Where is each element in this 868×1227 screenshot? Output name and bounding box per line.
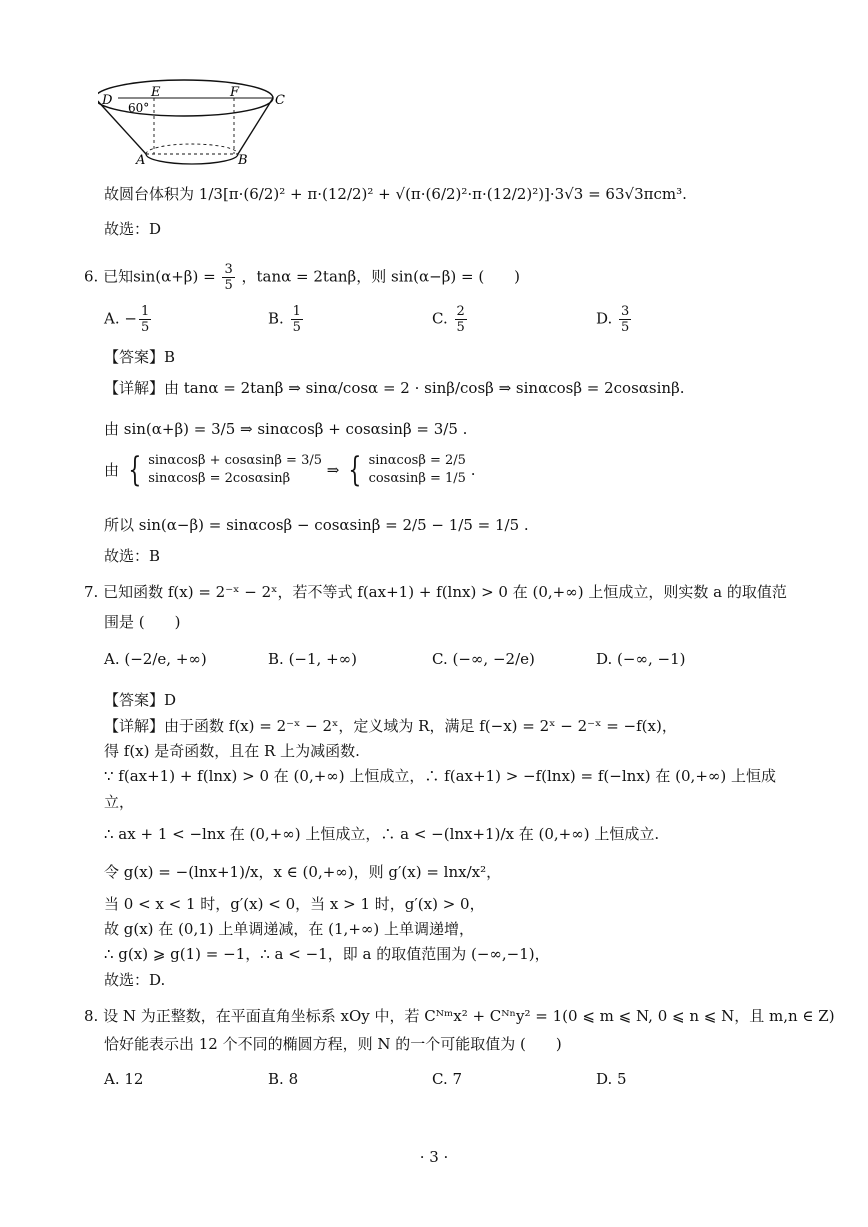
q7-detail-line: 【详解】由于函数 f(x) = 2⁻ˣ − 2ˣ，定义域为 R，满足 f(−x) = 2ˣ − 2⁻ˣ = −f(x)， [104, 717, 677, 735]
q6-detail-3: 由 { sinαcosβ + cosαsinβ = 3/5 sinαcosβ = 2cosαsinβ ⇒ { sinαcosβ = 2/5 cosαsinβ = 1/5 . [104, 450, 476, 490]
label-D: D [102, 93, 113, 108]
q8-option-b: B. 8 [268, 1070, 299, 1088]
q7-detail-line: 立， [104, 793, 135, 811]
q6-detail-2: 由 sin(α+β) = 3/5 ⇒ sinαcosβ + cosαsinβ = 3/5 . [104, 420, 468, 438]
q7-stem-1: 7. 已知函数 f(x) = 2⁻ˣ − 2ˣ，若不等式 f(ax+1) + f(lnx) > 0 在 (0,+∞) 上恒成立，则实数 a 的取值范 [84, 583, 787, 601]
q6-option-c: C. $\frac{2}{5}$ [432, 304, 465, 335]
q6-stem-fraction: $\frac{3}{5}$ [224, 262, 233, 293]
q8-option-a: A. 12 [104, 1070, 144, 1088]
q7-detail-line: 故 g(x) 在 (0,1) 上单调递减，在 (1,+∞) 上单调递增， [104, 920, 475, 938]
q8-option-c: C. 7 [432, 1070, 463, 1088]
label-A: A [136, 153, 146, 168]
q5-choose: 故选：D [104, 220, 162, 238]
q8-stem-1: 8. 设 N 为正整数，在平面直角坐标系 xOy 中，若 Cᴺᵐx² + Cᴺⁿy² = 1(0 ⩽ m ⩽ N, 0 ⩽ n ⩽ N，且 m,n ∈ Z) [84, 1007, 835, 1025]
q6-detail-4: 所以 sin(α−β) = sinαcosβ − cosαsinβ = 2/5 − 1/5 = 1/5 . [104, 516, 529, 534]
q6-option-d: D. $\frac{3}{5}$ [596, 304, 630, 335]
q6-answer: 【答案】B [104, 348, 176, 366]
q7-detail-line: 当 0 < x < 1 时，g′(x) < 0，当 x > 1 时，g′(x) > 0， [104, 895, 485, 913]
q6-choose: 故选：B [104, 547, 161, 565]
frustum-figure [98, 78, 298, 170]
q7-detail-line: 令 g(x) = −(lnx+1)/x，x ∈ (0,+∞)，则 g′(x) = lnx/x²， [104, 863, 502, 881]
q7-option-c: C. (−∞, −2/e) [432, 650, 535, 668]
label-F: F [230, 85, 240, 100]
volume-line: 故圆台体积为 1/3[π·(6/2)² + π·(12/2)² + √(π·(6/2)²·π·(12/2)²)]·3√3 = 63√3πcm³. [104, 185, 687, 203]
q7-answer: 【答案】D [104, 691, 177, 709]
angle-label: 60° [128, 101, 150, 115]
q7-option-a: A. (−2/e, +∞) [104, 650, 207, 668]
q7-option-d: D. (−∞, −1) [596, 650, 686, 668]
q7-detail-line: ∴ g(x) ⩾ g(1) = −1，∴ a < −1，即 a 的取值范围为 (−∞,−1)， [104, 945, 550, 963]
q6-option-b: B. $\frac{1}{5}$ [268, 304, 301, 335]
q7-detail-line: ∵ f(ax+1) + f(lnx) > 0 在 (0,+∞) 上恒成立，∴ f(ax+1) > −f(lnx) = f(−lnx) 在 (0,+∞) 上恒成 [104, 767, 777, 785]
q7-stem-2: 围是 ( ) [104, 613, 181, 631]
q8-stem-2: 恰好能表示出 12 个不同的椭圆方程，则 N 的一个可能取值为 ( ) [104, 1035, 562, 1053]
q8-option-d: D. 5 [596, 1070, 627, 1088]
label-B: B [238, 153, 248, 168]
page-number: · 3 · [419, 1148, 449, 1166]
q7-detail-line: 得 f(x) 是奇函数，且在 R 上为减函数. [104, 742, 360, 760]
q6-detail-1: 【详解】由 tanα = 2tanβ ⇒ sinα/cosα = 2 · sinβ/cosβ ⇒ sinαcosβ = 2cosαsinβ. [104, 379, 685, 397]
label-C: C [275, 93, 285, 108]
q7-detail-line: ∴ ax + 1 < −lnx 在 (0,+∞) 上恒成立，∴ a < −(lnx+1)/x 在 (0,+∞) 上恒成立. [104, 825, 660, 843]
q6-stem: 6. 已知sin(α+β) = $\frac{3}{5}$ ，tanα = 2tanβ，则 sin(α−β) = ( ) [84, 262, 521, 293]
label-E: E [151, 85, 161, 100]
q7-option-b: B. (−1, +∞) [268, 650, 357, 668]
q7-detail-line: 故选：D. [104, 971, 166, 989]
volume-expression: 1/3[π·(6/2)² + π·(12/2)² + √(π·(6/2)²·π·(12/2)²)]·3√3 = 63√3πcm³. [198, 185, 687, 203]
q6-option-a: A. − $\frac{1}{5}$ [104, 304, 150, 335]
